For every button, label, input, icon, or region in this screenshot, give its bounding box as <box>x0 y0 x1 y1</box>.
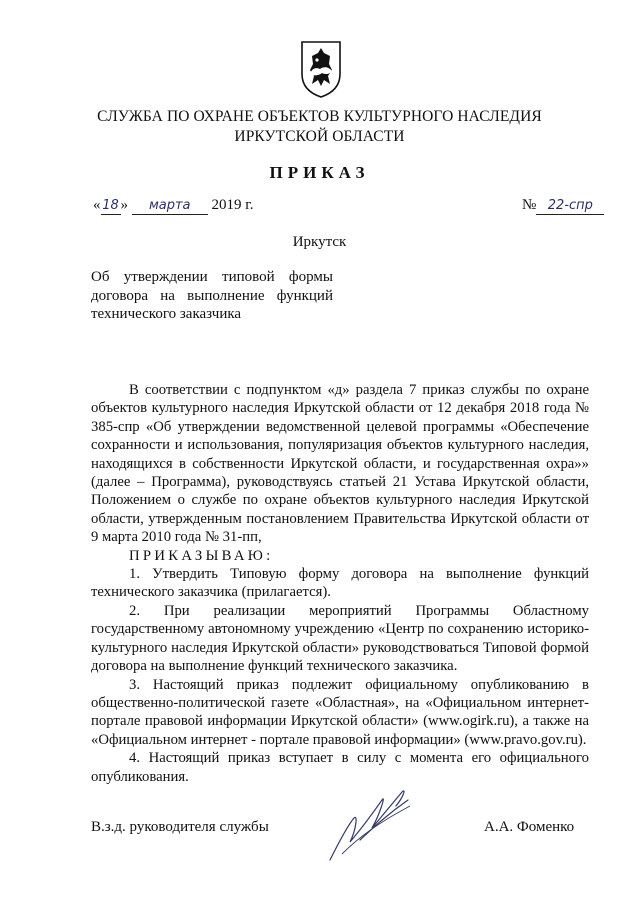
coat-of-arms-icon <box>300 40 342 98</box>
date-quote-open: « <box>93 197 101 213</box>
date-year: 2019 г. <box>211 197 254 213</box>
order-body <box>91 381 589 786</box>
signatory-name: А.А. Фоменко <box>484 819 575 835</box>
handwritten-signature-icon <box>320 770 420 870</box>
preamble-paragraph: В соответствии с подпунктом «д» раздела 7 приказ службы по охране объектов культурного наследия Иркутской области от 12 декабря 2018 года № 385-спр «Об утверждении ведомственной целевой программы «Обеспечение сохранности и использования, популяризация объектов культурного наследия, находящихся в собственности Иркутской области, и государственная охра»» (далее – Программа), руководствуясь статьей 21 Устава Иркутской области, Положением о службе по охране объектов культурного наследия Иркутской области, утвержденным постановлением Правительства Иркутской области от 9 марта 2010 года № 31-пп, <box>91 382 589 546</box>
order-number-value: 22-спр <box>536 198 604 215</box>
number-sign: № <box>522 197 537 213</box>
order-directive: ПРИКАЗЫВАЮ: <box>129 547 274 564</box>
city: Иркутск <box>292 234 347 250</box>
date-quote-close: » <box>120 197 128 213</box>
organization-name-line2: ИРКУТСКОЙ ОБЛАСТИ <box>234 128 405 145</box>
order-date <box>93 197 253 215</box>
order-item: 1. Утвердить Типовую форму договора на выполнение функций технического заказчика (прилагается). <box>91 566 589 601</box>
order-number <box>522 197 604 215</box>
subject-line: Об утверждении типовой формы <box>91 269 333 285</box>
signatory-position: В.з.д. руководителя службы <box>91 819 269 835</box>
order-item: 4. Настоящий приказ вступает в силу с момента его официального опубликования. <box>91 750 589 785</box>
subject-line: договора на выполнение функций <box>91 287 333 304</box>
date-day: 18 <box>102 198 119 213</box>
document-type-title: ПРИКАЗ <box>269 163 370 182</box>
date-month: марта <box>132 198 208 215</box>
order-item: 3. Настоящий приказ подлежит официальному опубликованию в общественно-политической газете «Областная», на «Официальном интернет-портале правовой информации Иркутской области» (www.ogirk.ru), а также на «Официальном интернет - портале правовой информации» (www.pravo.gov.ru). <box>91 676 589 748</box>
order-item: 2. При реализации мероприятий Программы Областному государственному автономному учреждению «Центр по сохранению историко-культурного наследия Иркутской области» руководствоваться Типовой формой договора на выполнение функций технического заказчика. <box>91 602 589 675</box>
organization-name-line1: СЛУЖБА ПО ОХРАНЕ ОБЪЕКТОВ КУЛЬТУРНОГО НАСЛЕДИЯ <box>97 108 542 125</box>
order-subject <box>91 268 333 324</box>
subject-line: технического заказчика <box>91 306 242 322</box>
